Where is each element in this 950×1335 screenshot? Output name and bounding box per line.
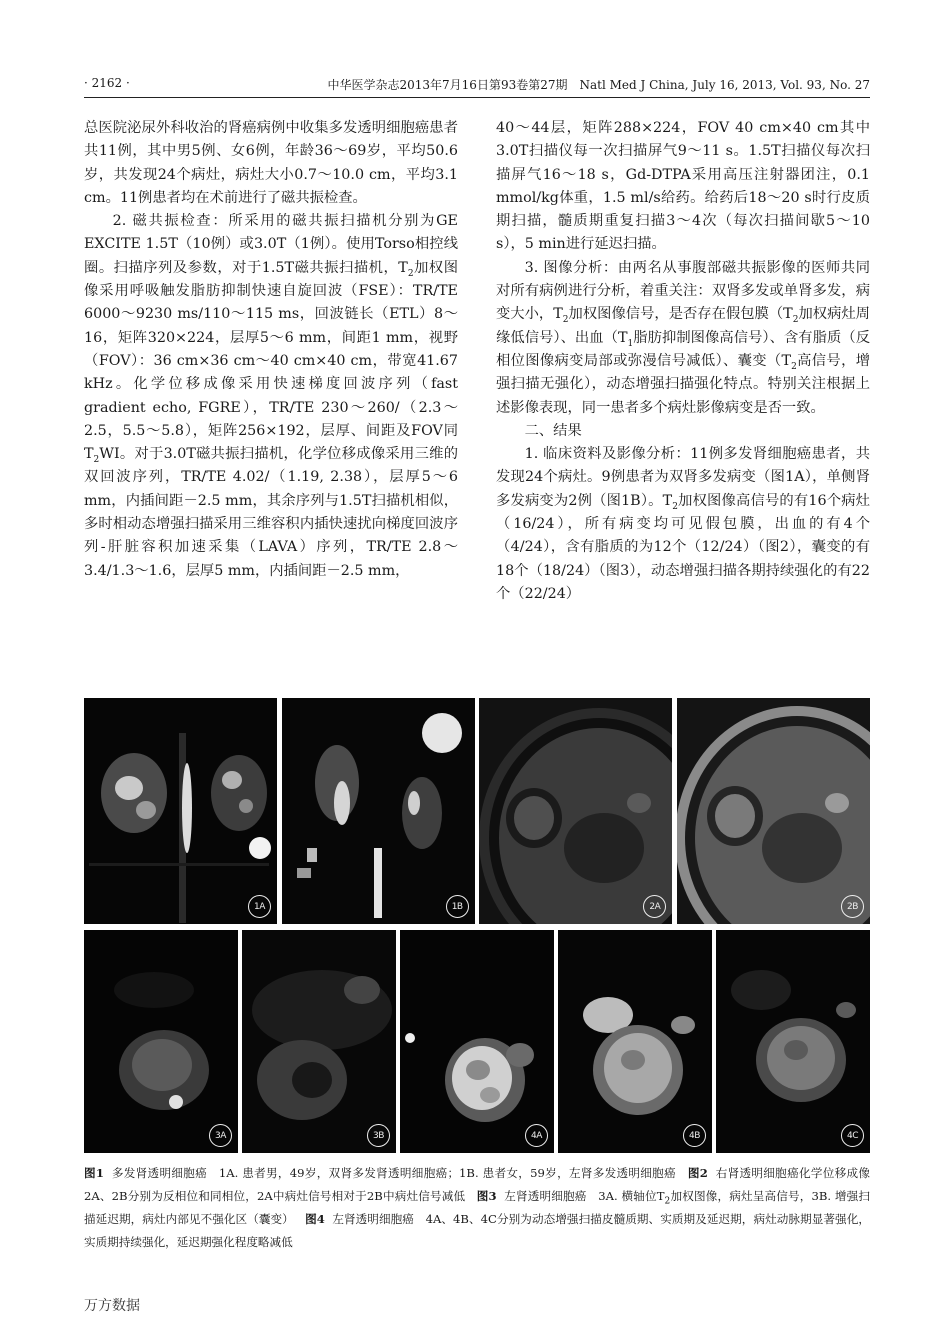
section-heading-results: 二、结果 <box>524 422 582 439</box>
panel-label-2a: 2A <box>643 895 666 918</box>
panel-label-3a: 3A <box>209 1124 232 1147</box>
mri-panel-4b <box>558 930 712 1153</box>
right-column <box>496 117 870 606</box>
mri-image-4b <box>558 930 712 1153</box>
paragraph-image-analysis: 3. 图像分析：由两名从事腹部磁共振影像的医师共同对所有病例进行分析，着重关注：双肾多发或单肾多发，病变大小，$T_2$加权图像信号，是否存在假包膜（$T_2$加权病灶周缘低信号）、出血（$T_1$脂肪抑制图像高信号）、含有脂质（反相位图像病变局部或弥漫信号减低）、囊变（$T_2$高信号，增强扫描无强化），动态增强扫描强化特点。特别关注根据上述影像表现，同一患者多个病灶影像病变是否一致。 <box>496 259 871 416</box>
mri-image-1b <box>282 698 475 924</box>
panel-label-4a: 4A <box>525 1124 548 1147</box>
mri-image-3b <box>242 930 396 1153</box>
panel-label-4b: 4B <box>683 1124 706 1147</box>
figure-4-caption: 左肾透明细胞癌 4A、4B、4C分别为动态增强扫描皮髓质期、实质期及延迟期，病灶动脉期显著强化，实质期持续强化，延迟期强化程度略减低 <box>84 1212 870 1249</box>
panel-label-3b: 3B <box>367 1124 390 1147</box>
panel-label-4c: 4C <box>841 1124 864 1147</box>
mri-image-2b <box>677 698 870 924</box>
mri-image-2a <box>479 698 672 924</box>
journal-citation: 中华医学杂志2013年7月16日第93卷第27期 Natl Med J China, July 16, 2013, Vol. 93, No. 27 <box>327 78 870 92</box>
mri-panel-3b <box>242 930 396 1153</box>
figure-4-label: 图4 <box>305 1212 325 1226</box>
mri-panel-1b <box>282 698 475 924</box>
left-column <box>84 117 458 583</box>
panel-label-2b: 2B <box>841 895 864 918</box>
mri-image-1a <box>84 698 277 924</box>
figure-3-label: 图3 <box>476 1189 497 1203</box>
mri-panel-4a <box>400 930 554 1153</box>
panel-label-1b: 1B <box>446 895 469 918</box>
figure-2-label: 图2 <box>687 1166 708 1180</box>
mri-image-4a <box>400 930 554 1153</box>
mri-panel-2b <box>677 698 870 924</box>
paragraph-scan-params: 40～44层，矩阵288×224，FOV 40 cm×40 cm其中3.0T扫描仪每一次扫描屏气9～11 s。1.5T扫描仪每次扫描屏气16～18 s，Gd-DTPA采用高压注射器团注，0.1 mmol/kg体重，1.5 ml/s给药。给药后18～20 s时行皮质期扫描，髓质期重复扫描3～4次（每次扫描间歇5～10 s），5 min进行延迟扫描。 <box>496 120 870 253</box>
figure-row-1 <box>84 698 870 924</box>
footer-watermark: 万方数据 <box>84 1298 140 1314</box>
mri-panel-2a <box>479 698 672 924</box>
figure-1-caption: 多发肾透明细胞癌 1A. 患者男，49岁，双肾多发肾透明细胞癌；1B. 患者女，59岁，左肾多发透明细胞癌 <box>111 1166 676 1180</box>
figure-3-caption: 左肾透明细胞癌 3A. 横轴位$T_2$加权图像，病灶呈高信号，3B. 增强扫描延迟期，病灶内部见不强化区（囊变） <box>84 1189 870 1226</box>
running-header <box>84 76 870 98</box>
figure-panels <box>84 698 870 1153</box>
mri-panel-1a <box>84 698 277 924</box>
figure-1-label: 图1 <box>84 1166 104 1180</box>
figure-2-caption: 右肾透明细胞癌化学位移成像 2A、2B分别为反相位和同相位，2A中病灶信号相对于2B中病灶信号减低 <box>84 1166 882 1203</box>
figure-row-2 <box>84 930 870 1153</box>
mri-panel-4c <box>716 930 870 1153</box>
mri-image-4c <box>716 930 870 1153</box>
header-rule <box>84 97 870 98</box>
paragraph-results: 1. 临床资料及影像分析：11例多发肾细胞癌患者，共发现24个病灶。9例患者为双肾多发病变（图1A），单侧肾多发病变为2例（图1B）。$T_2$加权图像高信号的有16个病灶（16/24），所有病变均可见假包膜，出血的有4个（4/24），含有脂质的为12个（12/24）（图2），囊变的有18个（18/24）（图3），动态增强扫描各期持续强化的有22个（22/24） <box>496 446 870 602</box>
figure-caption <box>84 1162 882 1254</box>
paragraph-patients: 总医院泌尿外科收治的肾癌病例中收集多发透明细胞癌患者共11例，其中男5例、女6例，年龄36～69岁，平均50.6岁，共发现24个病灶，病灶大小0.7～10.0 cm，平均3.1 cm。11例患者均在术前进行了磁共振检查。 <box>84 120 458 206</box>
paragraph-mri-exam: 2. 磁共振检查：所采用的磁共振扫描机分别为GE EXCITE 1.5T（10例）或3.0T（1例）。使用Torso相控线圈。扫描序列及参数，对于1.5T磁共振扫描机，$T_2$加权图像采用呼吸触发脂肪抑制快速自旋回波（FSE）：TR/TE 6000～9230 ms/110～115 ms，回波链长（ETL）8～16，矩阵320×224，层厚5～6 mm，间距1 mm，视野（FOV）：36 cm×36 cm～40 cm×40 cm，带宽41.67 kHz。化学位移成像采用快速梯度回波序列（fast gradient echo, FGRE），TR/TE 230～260/（2.3～2.5，5.5～5.8），矩阵256×192，层厚、间距及FOV同$T_2WI$。对于3.0T磁共振扫描机，化学位移成像采用三维的双回波序列，TR/TE 4.02/（1.19, 2.38），层厚5～6 mm，内插间距－2.5 mm，其余序列与1.5T扫描机相似，多时相动态增强扫描采用三维容积内插快速扰向梯度回波序列-肝脏容积加速采集（LAVA）序列，TR/TE 2.8～3.4/1.3～1.6，层厚5 mm，内插间距－2.5 mm， <box>84 213 459 579</box>
panel-label-1a: 1A <box>248 895 271 918</box>
page-number: · 2162 · <box>84 76 130 90</box>
mri-panel-3a <box>84 930 238 1153</box>
mri-image-3a <box>84 930 238 1153</box>
